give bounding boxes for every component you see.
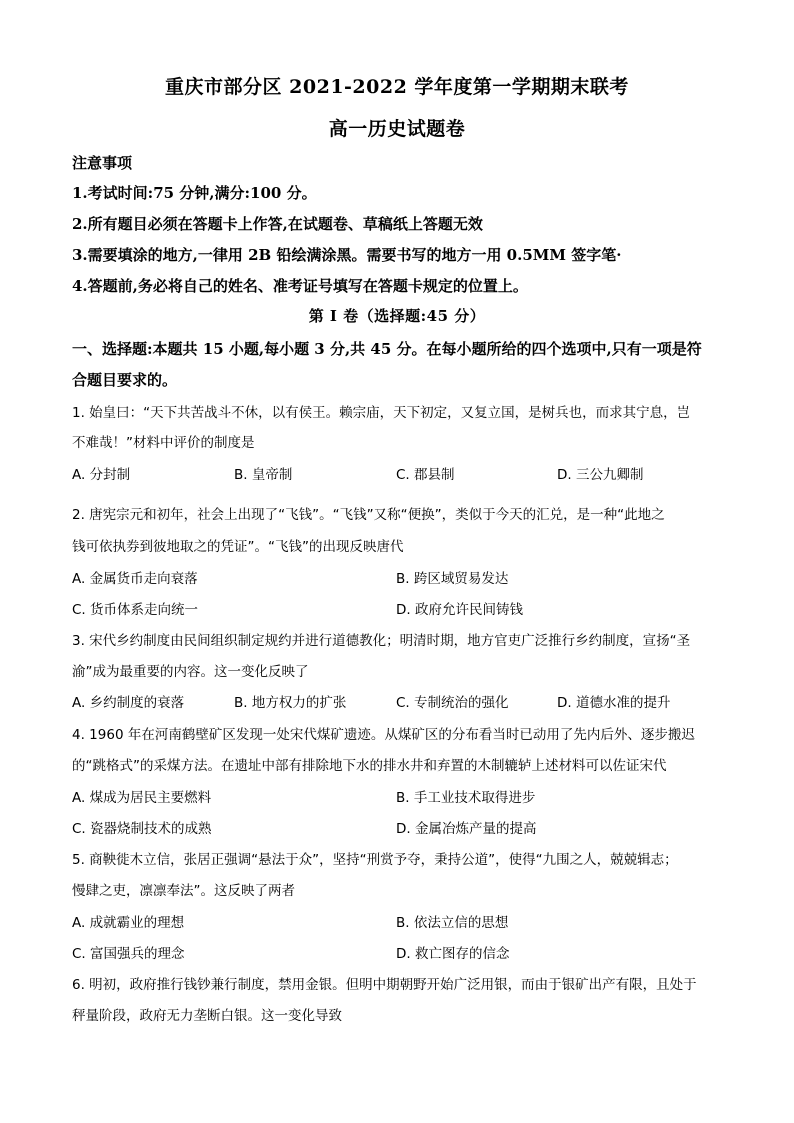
option-d: D. 政府允许民间铸钱	[396, 602, 523, 618]
notice-item: 1.考试时间:75 分钟,满分:100 分。	[72, 184, 317, 202]
section-title: 第 I 卷（选择题:45 分）	[308, 307, 486, 325]
option-a: A. 成就霸业的理想	[72, 915, 185, 931]
option-b: B. 皇帝制	[234, 467, 293, 483]
option-d: D. 道德水准的提升	[557, 695, 671, 711]
question-text: 慢肆之吏，凛凛奉法”。这反映了两者	[72, 883, 295, 899]
question-text: 秤量阶段，政府无力垄断白银。这一变化导致	[72, 1008, 342, 1024]
section-instruction: 合题目要求的。	[72, 371, 178, 389]
option-d: D. 救亡图存的信念	[396, 946, 510, 962]
question-text: 2. 唐宪宗元和初年，社会上出现了“飞钱”。“飞钱”又称“便换”，类似于今天的汇兑，是一种“此地之	[72, 507, 665, 523]
question-text: 渝”成为最重要的内容。这一变化反映了	[72, 664, 309, 680]
option-b: B. 地方权力的扩张	[234, 695, 347, 711]
option-c: C. 富国强兵的理念	[72, 946, 185, 962]
question-text: 钱可依执券到彼地取之的凭证”。“飞钱”的出现反映唐代	[72, 539, 404, 555]
option-b: B. 依法立信的思想	[396, 915, 509, 931]
question-text: 的“跳格式”的采煤方法。在遗址中部有排除地下水的排水井和弃置的木制辘轳上述材料可以佐证宋代	[72, 758, 667, 774]
option-c: C. 郡县制	[396, 467, 455, 483]
notice-item: 3.需要填涂的地方,一律用 2B 铅绘满涂黑。需要书写的地方一用 0.5MM 签字笔·	[72, 246, 622, 264]
question-text: 不难哉！”材料中评价的制度是	[72, 435, 255, 451]
option-a: A. 金属货币走向衰落	[72, 571, 198, 587]
page-title: 重庆市部分区 2021-2022 学年度第一学期期末联考	[165, 76, 629, 98]
option-a: A. 乡约制度的衰落	[72, 695, 185, 711]
option-d: D. 三公九卿制	[557, 467, 644, 483]
question-text: 3. 宋代乡约制度由民间组织制定规约并进行道德教化；明清时期，地方官吏广泛推行乡约制度，宣扬“圣	[72, 633, 691, 649]
question-text: 5. 商鞅徙木立信，张居正强调“悬法于众”，坚持“刑赏予夺，秉持公道”，使得“九围之人，兢兢辑志；	[72, 852, 678, 868]
notice-item: 4.答题前,务必将自己的姓名、准考证号填写在答题卡规定的位置上。	[72, 277, 528, 295]
notice-heading: 注意事项	[72, 154, 133, 172]
page-subtitle: 高一历史试题卷	[328, 118, 466, 140]
option-c: C. 瓷器烧制技术的成熟	[72, 821, 212, 837]
section-instruction: 一、选择题:本题共 15 小题,每小题 3 分,共 45 分。在每小题所给的四个选项中,只有一项是符	[72, 340, 702, 358]
option-c: C. 货币体系走向统一	[72, 602, 199, 618]
option-a: A. 煤成为居民主要燃料	[72, 790, 212, 806]
question-text: 1. 始皇曰：“天下共苦战斗不休，以有侯王。赖宗庙，天下初定，又复立国，是树兵也，而求其宁息，岂	[72, 405, 691, 421]
question-text: 6. 明初，政府推行钱钞兼行制度，禁用金银。但明中期朝野开始广泛用银，而由于银矿出产有限，且处于	[72, 977, 697, 993]
option-b: B. 手工业技术取得进步	[396, 790, 536, 806]
option-c: C. 专制统治的强化	[396, 695, 509, 711]
option-b: B. 跨区域贸易发达	[396, 571, 509, 587]
question-text: 4. 1960 年在河南鹤壁矿区发现一处宋代煤矿遗迹。从煤矿区的分布看当时已动用了先内后外、逐步搬迟	[72, 727, 695, 743]
option-a: A. 分封制	[72, 467, 131, 483]
option-d: D. 金属冶炼产量的提高	[396, 821, 537, 837]
notice-item: 2.所有题目必须在答题卡上作答,在试题卷、草稿纸上答题无效	[72, 215, 483, 233]
